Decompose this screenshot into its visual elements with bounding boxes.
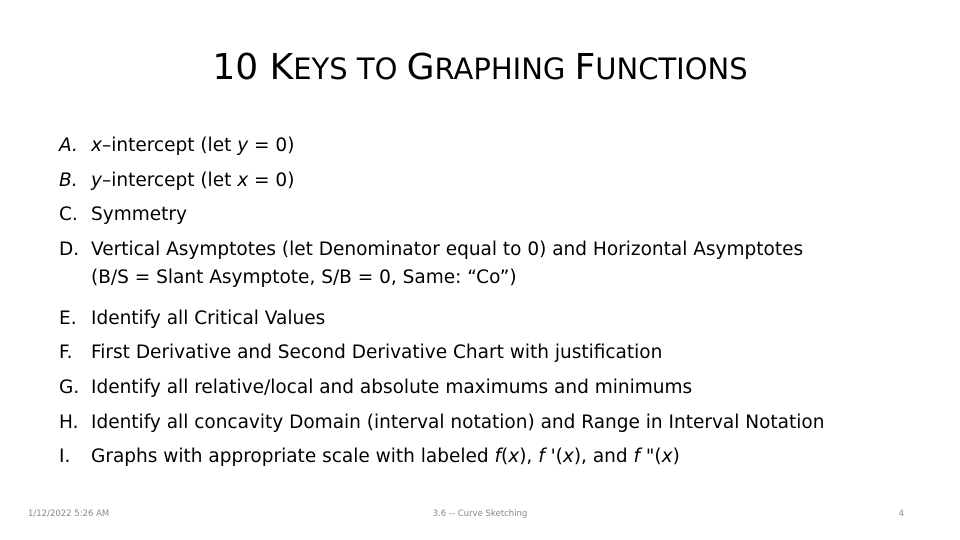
list-item-text: [91, 409, 951, 437]
list-item-marker: E.: [59, 307, 77, 329]
list-item-continuation: (B/S = Slant Asymptote, S/B = 0, Same: “Co”): [91, 266, 517, 288]
text-segment: y: [237, 135, 249, 156]
list-item-text: [91, 167, 951, 195]
list-item-marker: A.: [59, 135, 78, 156]
list-item-text: [91, 339, 951, 367]
slide-title: [0, 46, 960, 91]
list-item-text: [91, 443, 951, 471]
footer-date: 1/12/2022 5:26 AM: [28, 509, 110, 519]
list-item-marker: H.: [59, 411, 79, 433]
text-segment: ): [672, 446, 680, 468]
title-part: F: [574, 47, 596, 88]
text-segment: = 0): [248, 135, 295, 156]
list-item: [59, 132, 939, 167]
list-item-marker: G.: [59, 376, 80, 398]
text-segment: x: [91, 135, 102, 156]
list-item-text: [91, 374, 951, 402]
list-item-text: [91, 201, 951, 229]
list-item-marker: B.: [59, 169, 78, 191]
text-segment: "(: [640, 446, 662, 468]
list-item: [59, 409, 939, 444]
list-item-marker: F.: [59, 342, 73, 364]
list-item-text: [91, 132, 951, 160]
title-part: 10 K: [212, 47, 294, 88]
text-segment: Graphs with appropriate scale with labeled: [91, 446, 495, 468]
list-item-marker: C.: [59, 204, 78, 226]
text-segment: x: [508, 446, 520, 468]
text-segment: Identify all concavity Domain (interval notation) and Range in Interval Notation: [91, 411, 825, 433]
text-segment: Symmetry: [91, 204, 187, 226]
text-segment: First Derivative and Second Derivative Chart with justification: [91, 342, 663, 364]
text-segment: ),: [519, 446, 539, 468]
title-part: RAPHING: [434, 52, 575, 86]
footer-title: 3.6 -- Curve Sketching: [432, 509, 528, 519]
text-segment: f: [538, 446, 545, 468]
text-segment: y: [91, 169, 102, 191]
list-item: [59, 167, 939, 202]
text-segment: x: [661, 446, 673, 468]
text-segment: ), and: [573, 446, 634, 468]
keys-list: [59, 132, 939, 478]
text-segment: –intercept (let: [101, 135, 238, 156]
list-item-marker: D.: [59, 238, 80, 260]
list-item: [59, 236, 939, 305]
text-segment: Vertical Asymptotes (let Denominator equal to 0) and Horizontal Asymptotes: [91, 238, 804, 260]
list-item-text: [91, 305, 951, 333]
text-segment: f: [494, 446, 502, 468]
text-segment: = 0): [248, 169, 295, 191]
text-segment: x: [562, 446, 574, 468]
list-item-text: [91, 236, 951, 292]
text-segment: –intercept (let: [101, 169, 238, 191]
text-segment: (: [501, 446, 509, 468]
list-item: [59, 339, 939, 374]
title-part: EYS TO: [293, 52, 407, 86]
text-segment: f: [633, 446, 641, 468]
list-item: [59, 374, 939, 409]
text-segment: Identify all Critical Values: [91, 307, 326, 329]
list-item: [59, 201, 939, 236]
title-part: G: [406, 47, 435, 88]
list-item: [59, 443, 939, 478]
text-segment: Identify all relative/local and absolute maximums and minimums: [91, 376, 693, 398]
footer-page-number: 4: [898, 509, 904, 519]
list-item: [59, 305, 939, 340]
list-item-marker: I.: [59, 446, 71, 468]
text-segment: '(: [544, 446, 563, 468]
text-segment: x: [237, 169, 249, 191]
title-part: UNCTIONS: [595, 52, 748, 86]
